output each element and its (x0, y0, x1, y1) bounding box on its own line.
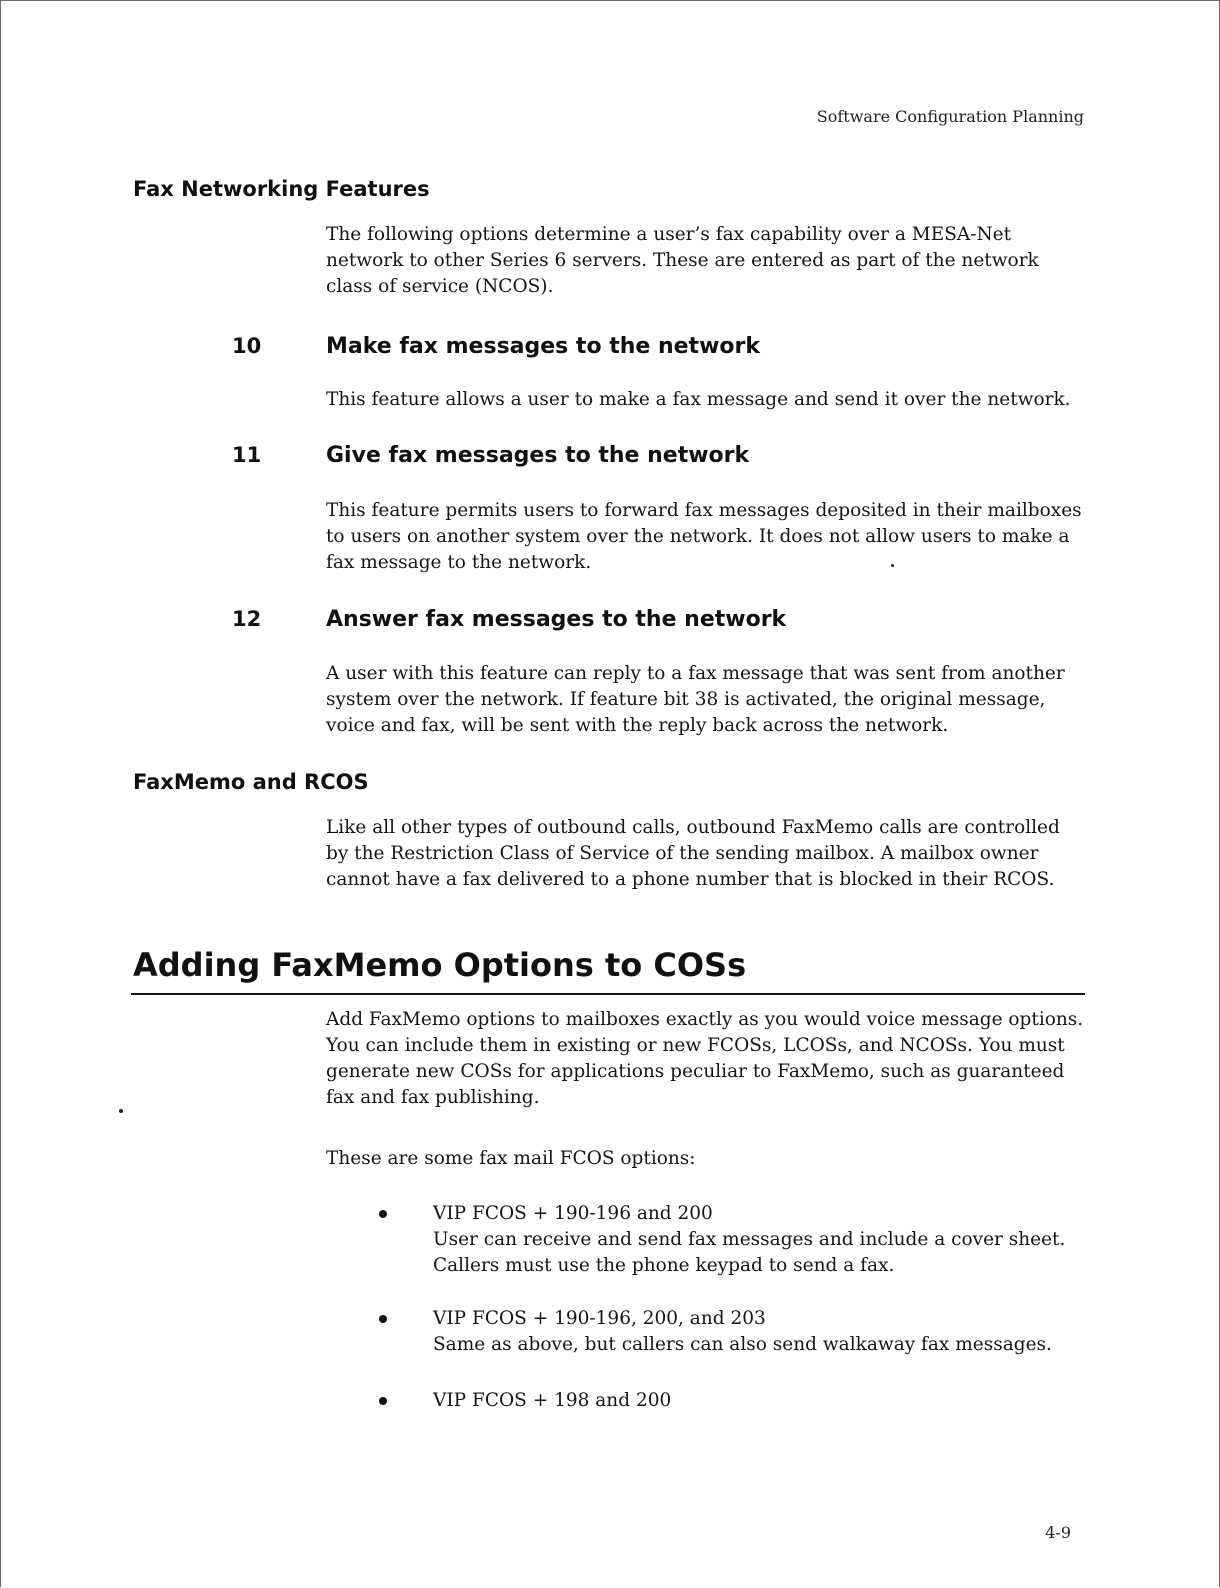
feature-title-make-fax: Make fax messages to the network (326, 334, 760, 359)
section-heading-fax-networking: Fax Networking Features (133, 177, 430, 201)
list-item (379, 1201, 1089, 1285)
fax-networking-intro: The following options determine a user’s fax capability over a MESA-Net network to other Series 6 servers. These are entered as part of the network class of service (NCOS). (326, 224, 1039, 297)
bullet-icon (379, 1315, 387, 1323)
feature-body-give-fax: This feature permits users to forward fax messages deposited in their mailboxes to users on another system over the network. It does not allow users to make a fax message to the network. (326, 500, 1082, 573)
list-item (379, 1306, 1089, 1362)
section-heading-faxmemo-rcos: FaxMemo and RCOS (133, 770, 369, 794)
feature-number-12: 12 (232, 607, 262, 631)
running-head: Software Configuration Planning (816, 107, 1084, 126)
faxmemo-rcos-body: Like all other types of outbound calls, outbound FaxMemo calls are controlled by the Restriction Class of Service of the sending mailbox. A mailbox owner cannot have a fax delivered to a phone number that is blocked in their RCOS. (326, 817, 1060, 890)
list-item-title: VIP FCOS + 190-196, 200, and 203 (433, 1308, 766, 1329)
scan-speck (891, 564, 894, 567)
list-item-desc: User can receive and send fax messages and include a cover sheet. Callers must use the phone keypad to send a fax. (433, 1229, 1066, 1276)
list-item-title: VIP FCOS + 198 and 200 (433, 1390, 672, 1411)
scan-speck (119, 1109, 123, 1113)
list-item-text (433, 1388, 1089, 1414)
feature-number-10: 10 (232, 334, 262, 358)
adding-options-body: Add FaxMemo options to mailboxes exactly as you would voice message options. You can include them in existing or new FCOSs, LCOSs, and NCOSs. You must generate new COSs for applications peculiar to FaxMemo, such as guaranteed fax and fax publishing. (326, 1009, 1084, 1108)
feature-body-answer-fax: A user with this feature can reply to a fax message that was sent from another system over the network. If feature bit 38 is activated, the original message, voice and fax, will be sent with the reply back across the network. (326, 663, 1065, 736)
page-number: 4-9 (1045, 1523, 1071, 1542)
fcos-list-intro: These are some fax mail FCOS options: (326, 1148, 696, 1169)
list-item-desc: Same as above, but callers can also send walkaway fax messages. (433, 1334, 1052, 1355)
feature-title-answer-fax: Answer fax messages to the network (326, 607, 787, 632)
feature-title-give-fax: Give fax messages to the network (326, 443, 750, 468)
list-item-text (433, 1306, 1089, 1358)
list-item-title: VIP FCOS + 190-196 and 200 (433, 1203, 713, 1224)
list-item (379, 1388, 1089, 1418)
list-item-text (433, 1201, 1089, 1279)
bullet-icon (379, 1210, 387, 1218)
heading-rule (131, 993, 1085, 995)
feature-body-make-fax: This feature allows a user to make a fax message and send it over the network. (326, 389, 1071, 410)
feature-number-11: 11 (232, 443, 262, 467)
bullet-icon (379, 1397, 387, 1405)
chapter-heading-adding-options: Adding FaxMemo Options to COSs (133, 946, 747, 984)
